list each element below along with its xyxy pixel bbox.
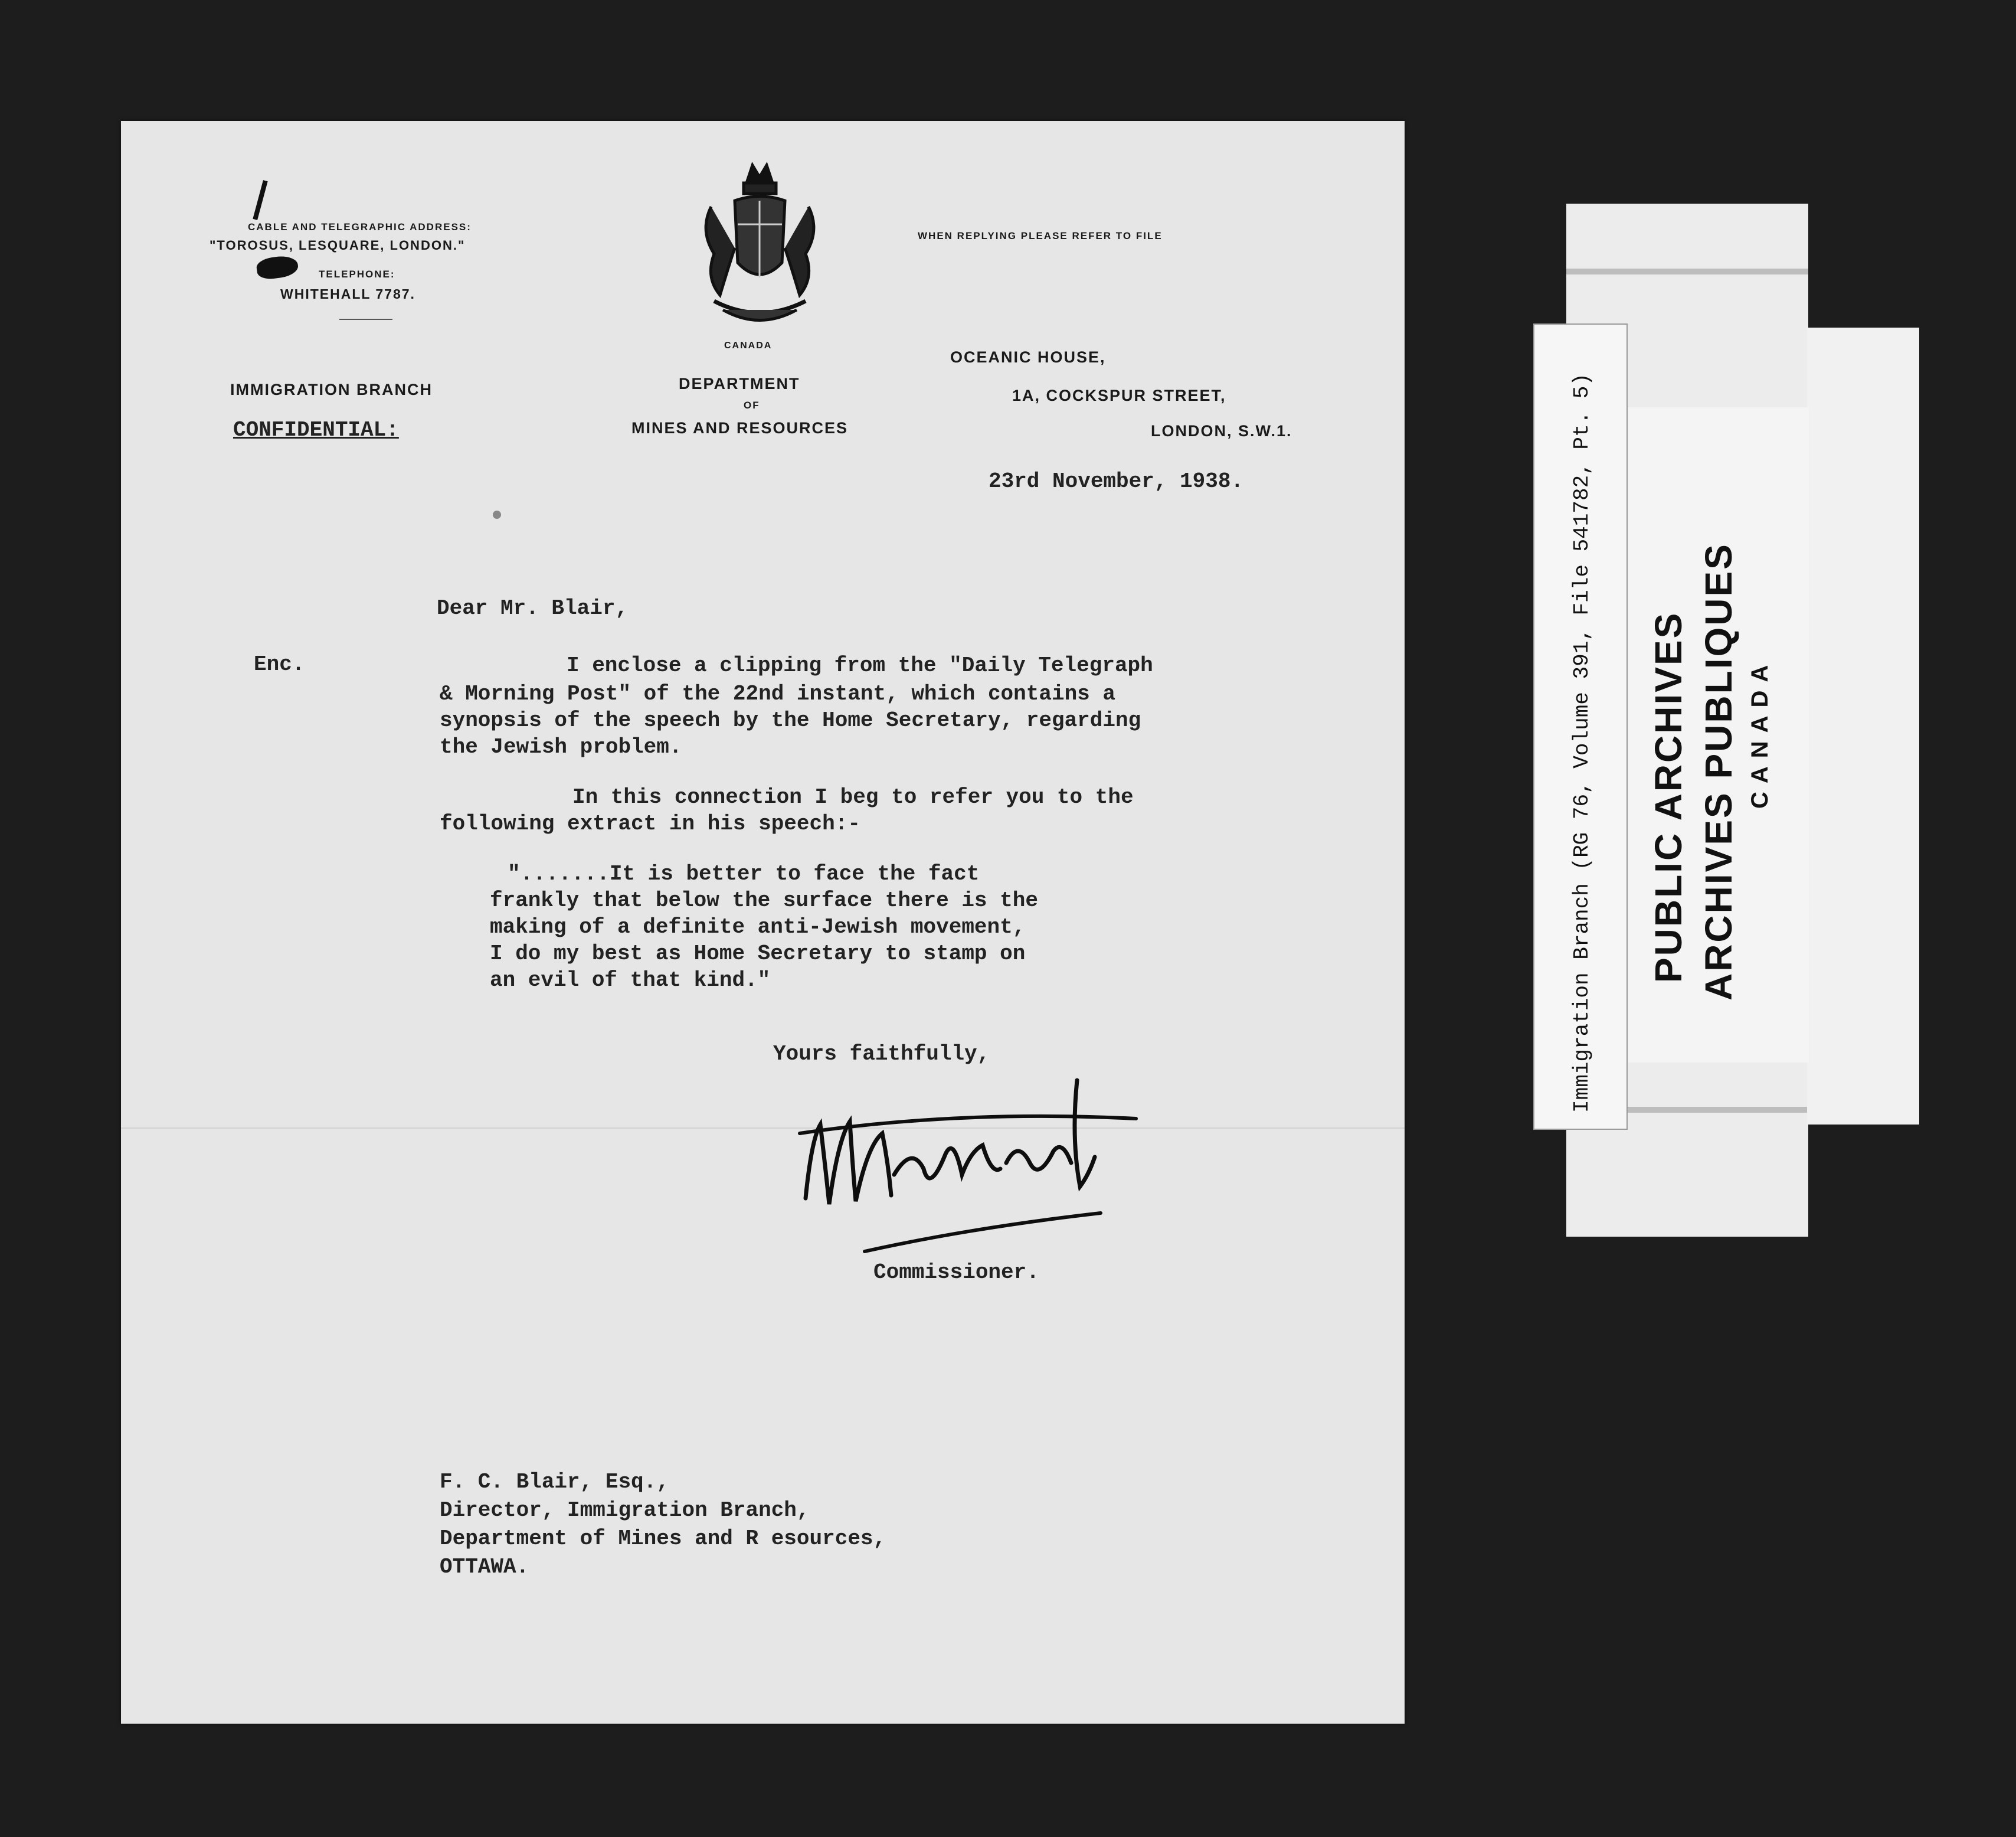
- archive-reference: Immigration Branch (RG 76, Volume 391, File 541782, Pt. 5): [1570, 372, 1594, 1113]
- canada-coat-of-arms-icon: [688, 159, 832, 336]
- archive-line1: PUBLIC ARCHIVES: [1647, 611, 1690, 983]
- address-line3: LONDON, S.W.1.: [1151, 422, 1292, 440]
- para1-line: the Jewish problem.: [440, 735, 682, 759]
- quote-line: I do my best as Home Secretary to stamp on: [490, 942, 1026, 966]
- paper-spot: [493, 511, 501, 519]
- recipient-line: F. C. Blair, Esq.,: [440, 1470, 669, 1494]
- branch-name: IMMIGRATION BRANCH: [230, 381, 433, 398]
- letter-date: 23rd November, 1938.: [989, 469, 1244, 493]
- department-line3: MINES AND RESOURCES: [631, 419, 849, 437]
- letter-sheet: [121, 121, 1405, 1724]
- crest-label: CANADA: [724, 341, 773, 351]
- quote-line: frankly that below the surface there is the: [490, 888, 1038, 913]
- recipient-line: Department of Mines and R esources,: [440, 1527, 886, 1551]
- address-line1: OCEANIC HOUSE,: [950, 348, 1106, 366]
- recipient-line: OTTAWA.: [440, 1555, 529, 1579]
- telephone-number: WHITEHALL 7787.: [280, 286, 415, 302]
- pen-tick-mark: [253, 180, 267, 220]
- ink-blot: [256, 254, 299, 280]
- quote-line: ".......It is better to face the fact: [508, 862, 980, 886]
- archive-label-flap: [1807, 328, 1919, 1125]
- handwritten-signature: [794, 1068, 1148, 1263]
- quote-line: an evil of that kind.": [490, 968, 771, 992]
- salutation: Dear Mr. Blair,: [437, 596, 629, 620]
- quote-line: making of a definite anti-Jewish movement,: [490, 915, 1026, 939]
- signature-title: Commissioner.: [873, 1260, 1039, 1284]
- cable-address: "TOROSUS, LESQUARE, LONDON.": [210, 238, 466, 253]
- telephone-label: TELEPHONE:: [319, 269, 395, 280]
- header-rule: [339, 319, 392, 320]
- reply-note: WHEN REPLYING PLEASE REFER TO FILE: [918, 230, 1163, 241]
- cable-label: CABLE AND TELEGRAPHIC ADDRESS:: [248, 221, 472, 233]
- enclosure-note: Enc.: [254, 652, 305, 676]
- confidential-mark: CONFIDENTIAL:: [233, 418, 399, 442]
- para2-line: In this connection I beg to refer you to the: [572, 785, 1134, 809]
- archive-line2: ARCHIVES PUBLIQUES: [1697, 542, 1740, 1001]
- para1-line: I enclose a clipping from the "Daily Telegraph: [567, 653, 1153, 678]
- para2-line: following extract in his speech:-: [440, 812, 860, 836]
- recipient-line: Director, Immigration Branch,: [440, 1498, 810, 1522]
- archive-line3: CANADA: [1747, 656, 1773, 809]
- address-line2: 1A, COCKSPUR STREET,: [1012, 387, 1226, 404]
- department-line2: OF: [744, 400, 760, 411]
- fold-line: [121, 1127, 1405, 1129]
- label-band: [1566, 269, 1808, 274]
- para1-line: & Morning Post" of the 22nd instant, which contains a: [440, 682, 1115, 706]
- para1-line: synopsis of the speech by the Home Secretary, regarding: [440, 708, 1141, 733]
- department-line1: DEPARTMENT: [679, 375, 800, 393]
- closing: Yours faithfully,: [773, 1042, 990, 1066]
